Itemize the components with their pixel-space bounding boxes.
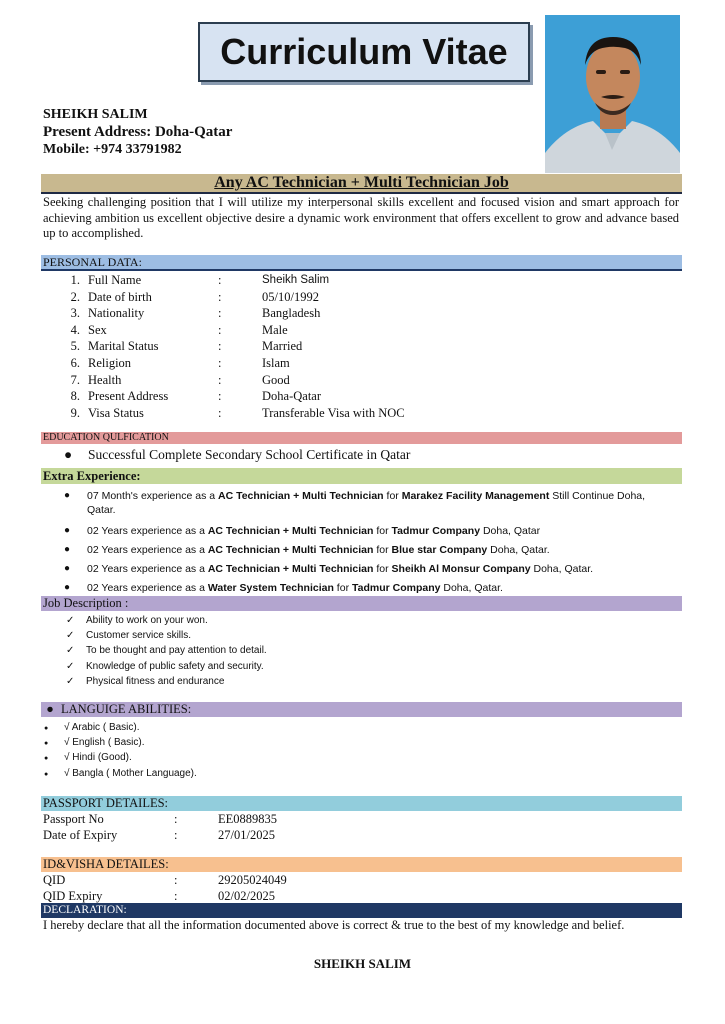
objective-title: Any AC Technician + Multi Technician Job bbox=[214, 174, 509, 191]
job-description-text: Physical fitness and endurance bbox=[86, 675, 225, 687]
personal-data-row bbox=[64, 305, 564, 321]
language-text: √ Hindi (Good). bbox=[64, 752, 132, 764]
field-separator: : bbox=[174, 828, 178, 842]
checkmark-icon: ✓ bbox=[66, 645, 75, 657]
field-value: Transferable Visa with NOC bbox=[262, 405, 405, 420]
field-label: Date of Expiry bbox=[43, 828, 118, 842]
field-separator: : bbox=[218, 356, 222, 370]
bullet-icon: ● bbox=[64, 563, 71, 574]
experience-item bbox=[64, 524, 674, 538]
language-heading: LANGUIGE ABILITIES: bbox=[61, 702, 192, 716]
experience-employer: Sheikh Al Monsur Company bbox=[391, 563, 531, 575]
language-text: √ Arabic ( Basic). bbox=[64, 722, 140, 733]
experience-text bbox=[87, 489, 674, 517]
id-visa-row bbox=[43, 872, 443, 888]
field-label: Marital Status bbox=[88, 339, 159, 354]
experience-text-part: Doha, Qatar. bbox=[530, 563, 594, 575]
row-number: 6. bbox=[70, 356, 80, 370]
personal-data-heading: PERSONAL DATA: bbox=[43, 255, 142, 269]
bullet-icon: ● bbox=[44, 740, 49, 748]
experience-text-part: for bbox=[373, 544, 392, 556]
experience-text-part: Doha, Qatar. bbox=[487, 544, 550, 556]
field-separator: : bbox=[218, 339, 222, 354]
field-value: Islam bbox=[262, 356, 290, 370]
experience-role: AC Technician + Multi Technician bbox=[207, 563, 374, 575]
portrait-image bbox=[545, 15, 680, 173]
job-description-item bbox=[66, 613, 208, 628]
language-item bbox=[44, 735, 145, 750]
header-address: Present Address: Doha-Qatar bbox=[43, 124, 233, 140]
row-number: 9. bbox=[70, 405, 80, 420]
education-heading: EDUCATION QULFICATION bbox=[43, 432, 169, 443]
field-value: Sheikh Salim bbox=[262, 274, 330, 286]
experience-text-part: 07 Month's experience as a bbox=[87, 490, 218, 502]
field-separator: : bbox=[174, 812, 178, 826]
field-separator: : bbox=[218, 372, 222, 387]
job-description-text: To be thought and pay attention to detail. bbox=[86, 645, 267, 657]
field-value: Married bbox=[262, 339, 303, 354]
checkmark-icon: ✓ bbox=[66, 615, 75, 626]
objective-bar bbox=[41, 174, 682, 194]
experience-employer: Marakez Facility Management bbox=[401, 490, 550, 502]
checkmark-icon: ✓ bbox=[66, 675, 75, 687]
bullet-icon: ● bbox=[46, 702, 54, 716]
header-mobile: Mobile: +974 33791982 bbox=[43, 142, 182, 157]
checkmark-icon: ✓ bbox=[66, 630, 75, 642]
field-label: Full Name bbox=[88, 273, 142, 287]
field-label: Present Address bbox=[88, 389, 169, 404]
cv-title: Curriculum Vitae bbox=[220, 31, 508, 72]
field-value: 27/01/2025 bbox=[218, 828, 275, 842]
bullet-icon: ● bbox=[64, 582, 71, 593]
experience-role: AC Technician + Multi Technician bbox=[207, 544, 374, 556]
id-visa-row bbox=[43, 888, 443, 904]
experience-text-part: for bbox=[373, 525, 392, 537]
experience-text-part: 02 Years experience as a bbox=[87, 544, 208, 556]
bullet-icon: ● bbox=[44, 755, 49, 763]
experience-bar bbox=[41, 468, 682, 484]
checkmark-icon: ✓ bbox=[66, 660, 75, 672]
declaration-text: I hereby declare that all the information documented above is correct & true to the best of my knowledge and belief. bbox=[43, 918, 625, 932]
passport-bar bbox=[41, 796, 682, 811]
experience-text-part: Doha, Qatar bbox=[480, 525, 541, 537]
language-item bbox=[44, 766, 197, 781]
experience-text-part: 02 Years experience as a bbox=[87, 563, 208, 575]
experience-text-part: 02 Years experience as a bbox=[87, 525, 208, 537]
experience-role: AC Technician + Multi Technician bbox=[218, 490, 384, 502]
field-value: Male bbox=[262, 322, 288, 337]
row-number: 8. bbox=[70, 389, 80, 404]
experience-text-part: Doha, Qatar. bbox=[440, 582, 503, 594]
bullet-icon: ● bbox=[64, 544, 71, 555]
education-item-text: Successful Complete Secondary School Certificate in Qatar bbox=[88, 447, 411, 462]
passport-heading: PASSPORT DETAILES: bbox=[43, 796, 169, 810]
field-separator: : bbox=[174, 873, 178, 887]
job-description-item bbox=[66, 659, 264, 674]
field-separator: : bbox=[218, 389, 222, 404]
personal-data-row bbox=[64, 322, 564, 338]
job-description-item bbox=[66, 674, 224, 689]
row-number: 5. bbox=[70, 339, 80, 354]
education-bar bbox=[41, 432, 682, 444]
field-label: Sex bbox=[88, 322, 107, 337]
experience-item bbox=[64, 562, 674, 576]
experience-text-part: for bbox=[373, 563, 392, 575]
experience-item bbox=[64, 489, 674, 517]
personal-data-row bbox=[64, 355, 564, 371]
language-heading-row bbox=[41, 702, 682, 717]
job-description-bar bbox=[41, 596, 682, 611]
field-value: 02/02/2025 bbox=[218, 889, 275, 903]
field-separator: : bbox=[218, 405, 222, 420]
field-value: 05/10/1992 bbox=[262, 289, 319, 304]
field-label: QID Expiry bbox=[43, 889, 103, 903]
experience-text bbox=[87, 543, 674, 557]
field-value: Good bbox=[262, 372, 290, 387]
job-description-text: Ability to work on your won. bbox=[86, 615, 208, 626]
experience-employer: Blue star Company bbox=[391, 544, 488, 556]
field-label: QID bbox=[43, 873, 66, 887]
passport-row bbox=[43, 811, 443, 827]
personal-data-row bbox=[64, 405, 564, 421]
job-description-text: Knowledge of public safety and security. bbox=[86, 660, 264, 672]
experience-heading: Extra Experience: bbox=[43, 469, 141, 483]
id-visa-heading: ID&VISHA DETAILES: bbox=[43, 857, 169, 871]
education-item bbox=[64, 447, 410, 463]
personal-data-row bbox=[64, 289, 564, 305]
header-name: SHEIKH SALIM bbox=[43, 107, 148, 122]
language-text: √ Bangla ( Mother Language). bbox=[64, 767, 197, 779]
experience-text-part: for bbox=[333, 582, 352, 594]
field-value: 29205024049 bbox=[218, 873, 287, 887]
row-number: 7. bbox=[70, 372, 80, 387]
field-separator: : bbox=[218, 273, 222, 287]
cv-title-box bbox=[198, 22, 530, 82]
experience-text-part: for bbox=[383, 490, 402, 502]
field-separator: : bbox=[218, 322, 222, 337]
experience-text bbox=[87, 524, 674, 538]
field-label: Visa Status bbox=[88, 405, 144, 420]
language-text: √ English ( Basic). bbox=[64, 737, 145, 749]
experience-text-part: Still Continue Doha, Qatar. bbox=[87, 490, 646, 516]
bullet-icon: ● bbox=[64, 447, 73, 462]
bullet-icon: ● bbox=[64, 525, 71, 536]
bullet-icon: ● bbox=[44, 725, 49, 732]
experience-role: Water System Technician bbox=[207, 582, 334, 594]
field-separator: : bbox=[174, 889, 178, 903]
personal-data-row bbox=[64, 372, 564, 388]
experience-text bbox=[87, 581, 674, 595]
experience-item bbox=[64, 581, 674, 595]
language-item bbox=[44, 720, 140, 735]
experience-employer: Tadmur Company bbox=[391, 525, 481, 537]
field-label: Health bbox=[88, 372, 122, 387]
signature-name: SHEIKH SALIM bbox=[313, 956, 412, 971]
bullet-icon: ● bbox=[44, 770, 49, 778]
personal-data-row bbox=[64, 388, 564, 404]
experience-text bbox=[87, 562, 674, 576]
field-separator: : bbox=[218, 306, 222, 321]
passport-row bbox=[43, 827, 443, 843]
field-label: Nationality bbox=[88, 306, 145, 321]
experience-role: AC Technician + Multi Technician bbox=[207, 525, 374, 537]
field-value: EE0889835 bbox=[218, 812, 278, 826]
experience-employer: Tadmur Company bbox=[351, 582, 441, 594]
row-number: 1. bbox=[70, 273, 80, 287]
profile-photo bbox=[545, 15, 680, 173]
declaration-heading: DECLARATION: bbox=[43, 904, 127, 916]
field-value: Bangladesh bbox=[262, 306, 321, 321]
field-separator: : bbox=[218, 289, 222, 304]
field-label: Passport No bbox=[43, 812, 104, 826]
objective-text: Seeking challenging position that I will utilize my interpersonal skills excellent and focused vision and smart approach for achieving ambition us excellent objective desire a dynamic work environment that offers excellent to grow and advance based up to accomplished. bbox=[43, 195, 679, 240]
personal-data-bar bbox=[41, 255, 682, 271]
row-number: 2. bbox=[70, 289, 80, 304]
language-bar bbox=[41, 702, 682, 717]
personal-data-row bbox=[64, 272, 564, 288]
bullet-icon: ● bbox=[64, 490, 71, 501]
field-label: Religion bbox=[88, 356, 132, 370]
job-description-item bbox=[66, 643, 267, 658]
experience-text-part: 02 Years experience as a bbox=[87, 582, 208, 594]
job-description-text: Customer service skills. bbox=[86, 630, 192, 642]
personal-data-row bbox=[64, 338, 564, 354]
row-number: 3. bbox=[70, 306, 80, 321]
declaration-bar bbox=[41, 903, 682, 918]
field-label: Date of birth bbox=[88, 289, 152, 304]
id-visa-bar bbox=[41, 857, 682, 872]
row-number: 4. bbox=[70, 322, 80, 337]
field-value: Doha-Qatar bbox=[262, 389, 321, 404]
experience-item bbox=[64, 543, 674, 557]
job-description-item bbox=[66, 628, 191, 643]
language-item bbox=[44, 750, 132, 765]
job-description-heading: Job Description : bbox=[43, 596, 129, 610]
